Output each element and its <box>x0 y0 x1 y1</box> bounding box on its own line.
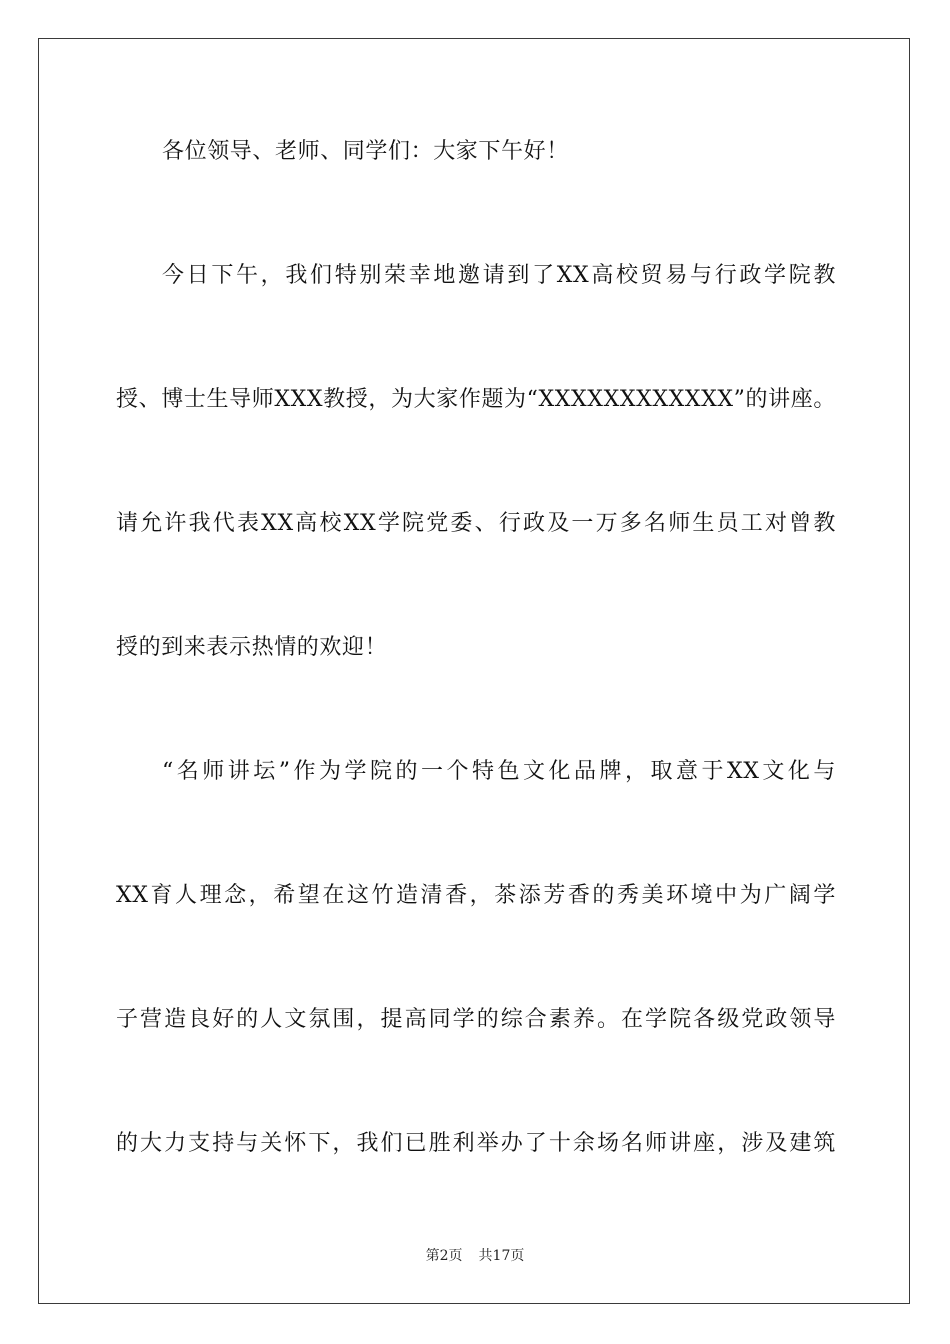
text-line-7: XX育人理念，希望在这竹造清香，茶添芳香的秀美环境中为广阔学 <box>116 883 836 908</box>
page-border <box>38 38 910 1304</box>
text-line-8: 子营造良好的人文氛围，提高同学的综合素养。在学院各级党政领导 <box>116 1007 836 1032</box>
page-number: 第2页 <box>425 1248 463 1264</box>
text-line-3: 授、博士生导师XXX教授，为大家作题为“XXXXXXXXXXXX”的讲座。 <box>116 387 836 412</box>
text-line-5: 授的到来表示热情的欢迎！ <box>116 635 388 660</box>
page-footer <box>0 1247 950 1265</box>
text-line-9: 的大力支持与关怀下，我们已胜利举办了十余场名师讲座，涉及建筑 <box>116 1131 836 1156</box>
text-line-4: 请允许我代表XX高校XX学院党委、行政及一万多名师生员工对曾教 <box>116 511 836 536</box>
text-line-6: “名师讲坛”作为学院的一个特色文化品牌，取意于XX文化与 <box>162 759 836 784</box>
text-line-2: 今日下午，我们特别荣幸地邀请到了XX高校贸易与行政学院教 <box>162 263 836 288</box>
text-line-1: 各位领导、老师、同学们：大家下午好！ <box>162 139 569 164</box>
page-total: 共17页 <box>478 1248 525 1264</box>
